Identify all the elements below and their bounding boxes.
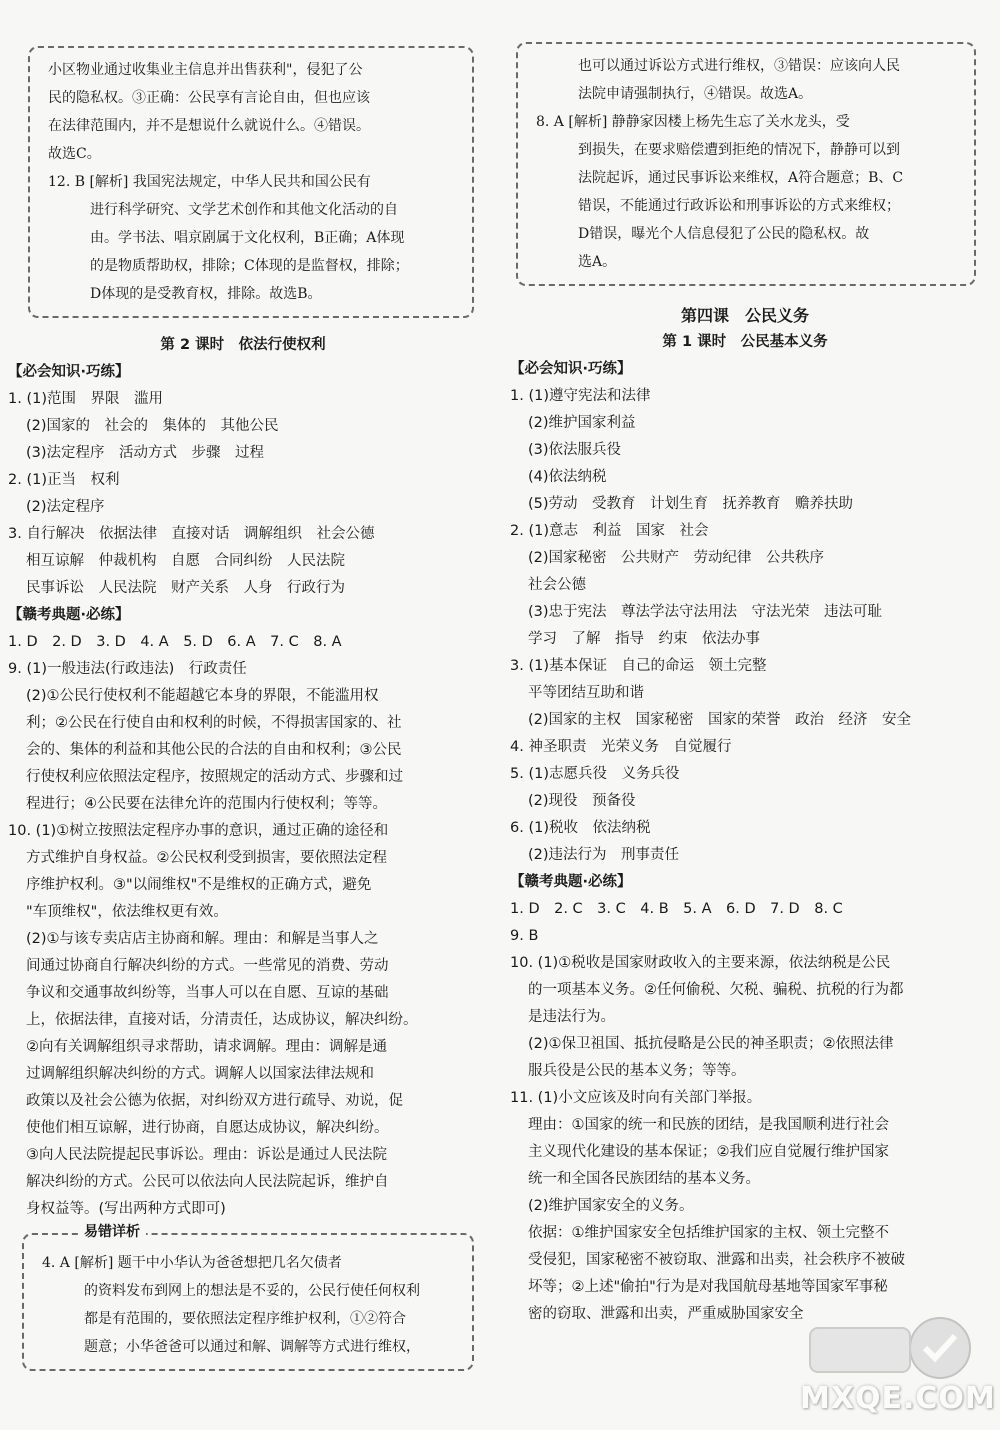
answer-line: 争议和交通事故纠纷等，当事人可以在自愿、互谅的基础 xyxy=(26,985,389,1001)
answer-line: 平等团结互助和谐 xyxy=(528,685,644,701)
answer-line: 1. D 2. D 3. D 4. A 5. D 6. A 7. C 8. A xyxy=(8,634,342,650)
answer-line: 程进行；④公民要在法律允许的范围内行使权利；等等。 xyxy=(26,796,387,812)
answer-line: 密的窃取、泄露和出卖，严重威胁国家安全 xyxy=(528,1306,804,1322)
answer-line: 9. B xyxy=(510,928,539,944)
box-line: 进行科学研究、文学艺术创作和其他文化活动的自 xyxy=(90,202,398,218)
answer-line: (2)①公民行使权利不能超越它本身的界限，不能滥用权 xyxy=(26,688,379,704)
answer-line: 10. (1)①税收是国家财政收入的主要来源，依法纳税是公民 xyxy=(510,955,891,971)
box-line: 的资料发布到网上的想法是不妥的，公民行使任何权利 xyxy=(84,1283,420,1299)
answer-line: 1. D 2. C 3. C 4. B 5. A 6. D 7. D 8. C xyxy=(510,901,843,917)
answer-line: 社会公德 xyxy=(528,577,586,593)
box-line: 小区物业通过收集业主信息并出售获利"，侵犯了公 xyxy=(48,62,363,78)
answer-line: 4. 神圣职责 光荣义务 自觉履行 xyxy=(510,739,732,755)
answer-line: 9. (1)一般违法(行政违法) 行政责任 xyxy=(8,661,247,677)
answer-line: (2)①保卫祖国、抵抗侵略是公民的神圣职责；②依照法律 xyxy=(528,1036,894,1052)
answer-line: (2)违法行为 刑事责任 xyxy=(528,847,680,863)
box-line: 的是物质帮助权，排除；C体现的是监督权，排除； xyxy=(90,258,409,274)
box-line: 故选C。 xyxy=(48,146,101,162)
answer-line: 依据：①维护国家安全包括维护国家的主权、领土完整不 xyxy=(528,1225,889,1241)
answer-line: 服兵役是公民的基本义务；等等。 xyxy=(528,1063,746,1079)
answer-line: ②向有关调解组织寻求帮助，请求调解。理由：调解是通 xyxy=(26,1039,387,1055)
answer-line: (2)法定程序 xyxy=(26,499,105,515)
lesson-title: 第四课 公民义务 xyxy=(680,306,809,325)
answer-line: 身权益等。(写出两种方式即可) xyxy=(26,1201,226,1217)
answer-line: 3. (1)基本保证 自己的命运 领土完整 xyxy=(510,658,767,674)
answer-line: (2)国家的 社会的 集体的 其他公民 xyxy=(26,418,279,434)
period-title: 第 2 课时 依法行使权利 xyxy=(160,337,326,353)
box-line: 选A。 xyxy=(578,254,617,270)
answer-line: 序维护权利。③"以闹维权"不是维权的正确方式，避免 xyxy=(26,877,372,893)
answer-line: ③向人民法院提起民事诉讼。理由：诉讼是通过人民法院 xyxy=(26,1147,387,1163)
answer-line: (2)国家的主权 国家秘密 国家的荣誉 政治 经济 安全 xyxy=(528,712,912,728)
answer-line: (4)依法纳税 xyxy=(528,469,607,485)
answer-line: 会的、集体的利益和其他公民的合法的自由和权利；③公民 xyxy=(26,742,402,758)
site-watermark xyxy=(790,1310,996,1420)
answer-line: (2)①与该专卖店店主协商和解。理由：和解是当事人之 xyxy=(26,931,379,947)
error-analysis-section xyxy=(8,1224,478,1371)
left-column xyxy=(8,40,478,1385)
answer-line: (2)现役 预备役 xyxy=(528,793,636,809)
answer-line: (2)维护国家安全的义务。 xyxy=(528,1198,694,1214)
answer-line: 11. (1)小文应该及时向有关部门举报。 xyxy=(510,1090,762,1106)
box-line: 法院申请强制执行，④错误。故选A。 xyxy=(578,86,813,102)
answer-line: 10. (1)①树立按照法定程序办事的意识，通过正确的途径和 xyxy=(8,823,389,839)
answer-line: 受侵犯，国家秘密不被窃取、泄露和出卖，社会秩序不被破 xyxy=(528,1252,905,1268)
answer-line: 相互谅解 仲裁机构 自愿 合同纠纷 人民法院 xyxy=(26,553,345,569)
answer-line: 统一和全国各民族团结的基本义务。 xyxy=(528,1171,760,1187)
error-analysis-box xyxy=(22,1233,474,1371)
answer-line: 1. (1)范围 界限 滥用 xyxy=(8,391,163,407)
error-analysis-title: 易错详析 xyxy=(78,1223,146,1241)
answer-line: (2)国家秘密 公共财产 劳动纪律 公共秩序 xyxy=(528,550,825,566)
box-line: D错误，曝光个人信息侵犯了公民的隐私权。故 xyxy=(578,226,870,242)
answer-line: (3)忠于宪法 尊法学法守法用法 守法光荣 违法可耻 xyxy=(528,604,883,620)
answer-box-continued xyxy=(28,46,474,318)
answer-line: 2. (1)意志 利益 国家 社会 xyxy=(510,523,709,539)
answer-line: 的一项基本义务。②任何偷税、欠税、骗税、抗税的行为都 xyxy=(528,982,904,998)
box-line: 题意；小华爸爸可以通过和解、调解等方式进行维权， xyxy=(84,1339,420,1355)
watermark-text: MXQE.COM xyxy=(800,1381,996,1416)
answer-line: (3)法定程序 活动方式 步骤 过程 xyxy=(26,445,265,461)
box-line: 法院起诉，通过民事诉讼来维权，A符合题意；B、C xyxy=(578,170,904,186)
box-line: 都是有范围的，要依照法定程序维护权利，①②符合 xyxy=(84,1311,406,1327)
answer-line: 学习 了解 指导 约束 依法办事 xyxy=(528,631,760,647)
box-line: 错误，不能通过行政诉讼和刑事诉讼的方式来维权； xyxy=(578,198,900,214)
section-heading-knowledge: 【必会知识·巧练】 xyxy=(510,361,632,377)
answer-line: 6. (1)税收 依法纳税 xyxy=(510,820,651,836)
answer-line: 政策以及社会公德为依据，对纠纷双方进行疏导、劝说，促 xyxy=(26,1093,403,1109)
box-line: 8. A [解析] 静静家因楼上杨先生忘了关水龙头，受 xyxy=(536,114,850,130)
box-line: 民的隐私权。③正确：公民享有言论自由，但也应该 xyxy=(48,90,370,106)
box-line: 12. B [解析] 我国宪法规定，中华人民共和国公民有 xyxy=(48,174,371,190)
answer-line: 方式维护自身权益。②公民权利受到损害，要依照法定程 xyxy=(26,850,387,866)
right-column xyxy=(510,40,980,1328)
answer-line: 理由：①国家的统一和民族的团结，是我国顺利进行社会 xyxy=(528,1117,889,1133)
box-line: 由。学书法、唱京剧属于文化权利，B正确；A体现 xyxy=(90,230,405,246)
answer-line: 使他们相互谅解，进行协商，自愿达成协议，解决纠纷。 xyxy=(26,1120,389,1136)
answer-line: 是违法行为。 xyxy=(528,1009,615,1025)
answer-line: (3)依法服兵役 xyxy=(528,442,622,458)
answer-line: 5. (1)志愿兵役 义务兵役 xyxy=(510,766,680,782)
box-line: 4. A [解析] 题干中小华认为爸爸想把几名欠债者 xyxy=(42,1255,342,1271)
answer-line: 2. (1)正当 权利 xyxy=(8,472,120,488)
answer-line: 1. (1)遵守宪法和法律 xyxy=(510,388,651,404)
section-heading-exam: 【赣考典题·必练】 xyxy=(8,607,130,623)
watermark-logo-icon xyxy=(790,1310,990,1390)
period-title: 第 1 课时 公民基本义务 xyxy=(662,334,828,350)
answer-line: (5)劳动 受教育 计划生育 抚养教育 赡养扶助 xyxy=(528,496,854,512)
section-heading-knowledge: 【必会知识·巧练】 xyxy=(8,364,130,380)
box-line: 在法律范围内，并不是想说什么就说什么。④错误。 xyxy=(48,118,370,134)
answer-line: 坏等；②上述"偷拍"行为是对我国航母基地等国家军事秘 xyxy=(528,1279,888,1295)
answer-line: 民事诉讼 人民法院 财产关系 人身 行政行为 xyxy=(26,580,345,596)
answer-line: (2)维护国家利益 xyxy=(528,415,636,431)
answer-line: 解决纠纷的方式。公民可以依法向人民法院起诉，维护自 xyxy=(26,1174,389,1190)
answer-line: 利；②公民在行使自由和权利的时候，不得损害国家的、社 xyxy=(26,715,402,731)
box-line: D体现的是受教育权，排除。故选B。 xyxy=(90,286,322,302)
box-line: 也可以通过诉讼方式进行维权，③错误：应该向人民 xyxy=(578,58,900,74)
section-heading-exam: 【赣考典题·必练】 xyxy=(510,874,632,890)
answer-line: 主义现代化建设的基本保证；②我们应自觉履行维护国家 xyxy=(528,1144,889,1160)
box-line: 到损失，在要求赔偿遭到拒绝的情况下，静静可以到 xyxy=(578,142,900,158)
answer-line: 上，依据法律，直接对话，分清责任，达成协议，解决纠纷。 xyxy=(26,1012,418,1028)
answer-box-continued xyxy=(516,42,976,286)
answer-line: 间通过协商自行解决纠纷的方式。一些常见的消费、劳动 xyxy=(26,958,389,974)
answer-line: 3. 自行解决 依据法律 直接对话 调解组织 社会公德 xyxy=(8,526,375,542)
answer-line: 过调解组织解决纠纷的方式。调解人以国家法律法规和 xyxy=(26,1066,374,1082)
answer-line: "车顶维权"，依法维权更有效。 xyxy=(26,904,228,920)
answer-line: 行使权利应依照法定程序，按照规定的活动方式、步骤和过 xyxy=(26,769,403,785)
